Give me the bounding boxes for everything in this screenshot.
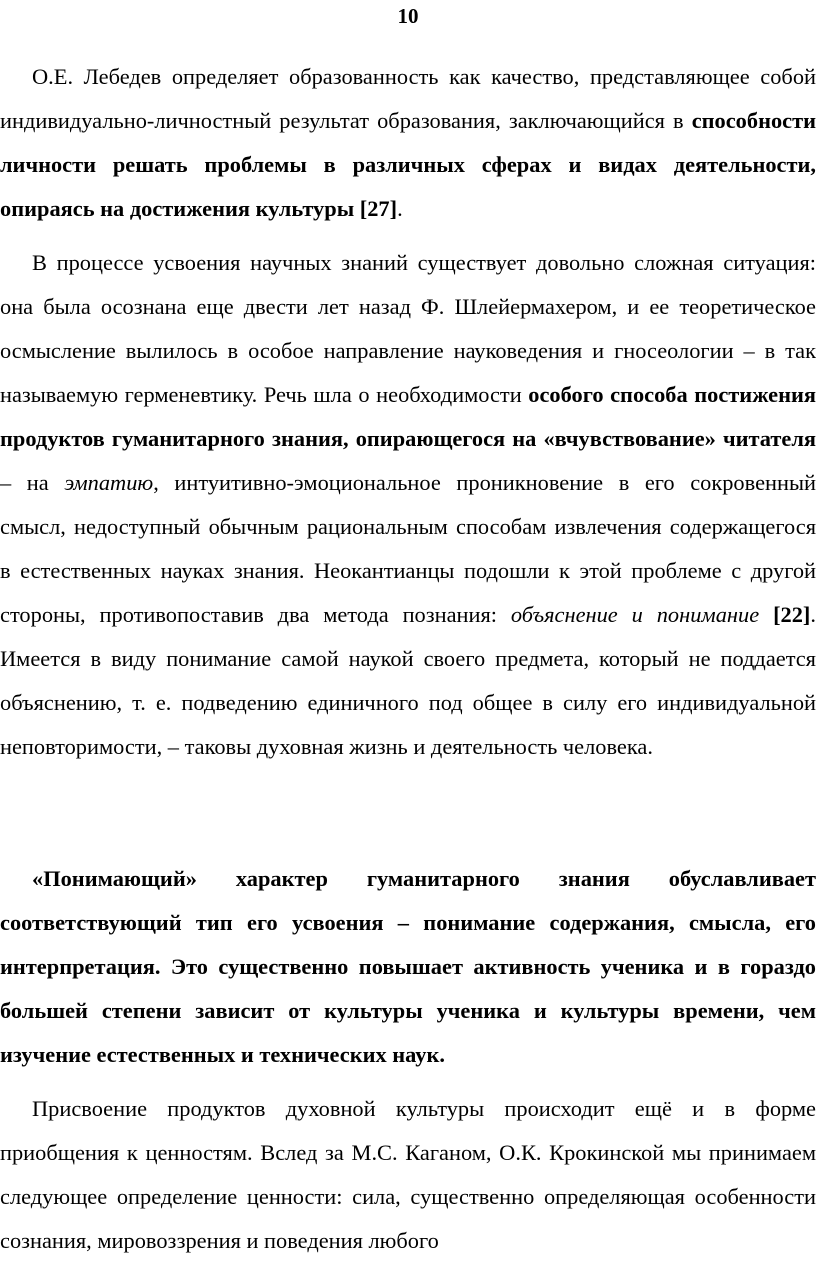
paragraph-text: , интуитивно-эмоциональное проникновение в его сокровенный смысл, недоступный обычным рациональным способам извлечения содержащегося в естественных науках знания. Неокантианцы подошли к этой проблеме с другой стороны, противопоставив два метода познания: (0, 470, 816, 627)
italic-term: объяснение и понимание (510, 602, 760, 627)
paragraph-hermeneutics (0, 241, 816, 769)
paragraph-understanding-nature (0, 857, 816, 1077)
emphasized-text: способности личности решать проблемы в различных сферах и видах деятельности, опираясь на достижения культуры [27] (0, 108, 816, 221)
emphasized-text: особого способа постижения продуктов гуманитарного знания, опирающегося на «вчувствование» читателя (0, 382, 816, 451)
paragraph-text: О.Е. Лебедев определяет образованность как качество, представляющее собой индивидуально-личностный результат образования, заключающийся в (0, 64, 816, 133)
emphasized-text: «Понимающий» характер гуманитарного знания обуславливает соответствующий тип его усвоения – понимание содержания, смысла, его интерпретация. Это существенно повышает активность ученика и в гораздо большей степени зависит от культуры ученика и культуры времени, чем изучение естественных и технических наук. (0, 866, 816, 1067)
italic-term: эмпатию (64, 470, 154, 495)
paragraph-text: В процессе усвоения научных знаний существует довольно сложная ситуация: она была осознана еще двести лет назад Ф. Шлейермахером, и ее теоретическое осмысление вылилось в особое направление науковедения и гносеологии – в так называемую герменевтику. Речь шла о необходимости (0, 250, 816, 407)
page-number: 10 (397, 4, 419, 28)
citation-reference: [22] (773, 602, 811, 627)
paragraph-text: . Имеется в виду понимание самой наукой своего предмета, который не поддается объяснению, т. е. подведению единичного под общее в силу его индивидуальной неповторимости, – таковы духовная жизнь и деятельность человека. (0, 602, 816, 759)
paragraph-education-definition (0, 55, 816, 231)
paragraph-text: . (397, 196, 403, 221)
paragraph-text: Присвоение продуктов духовной культуры происходит ещё и в форме приобщения к ценностям. Вслед за М.С. Каганом, О.К. Крокинской мы принимаем следующее определение ценности: сила, существенно определяющая особенности сознания, мировоззрения и поведения любого (0, 1096, 816, 1253)
paragraph-text: – на (0, 470, 65, 495)
paragraph-text (759, 602, 773, 627)
paragraph-values (0, 1087, 816, 1263)
